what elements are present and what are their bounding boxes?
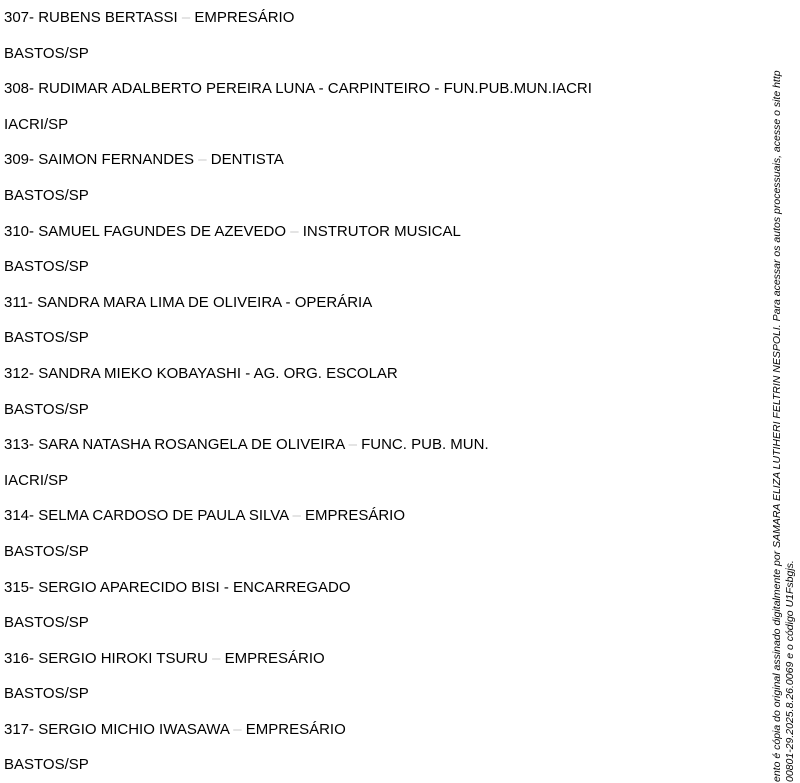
- entry-location: IACRI/SP: [4, 471, 69, 489]
- entry-number: 314-: [4, 507, 35, 525]
- entry-separator: –: [181, 9, 191, 26]
- entry-separator: –: [198, 151, 207, 169]
- list-item: [4, 71, 744, 142]
- entry-location: BASTOS/SP: [4, 329, 89, 347]
- entry-line: [4, 214, 744, 250]
- entry-separator: –: [212, 649, 221, 667]
- entry-occupation: CARPINTEIRO - FUN.PUB.MUN.IACRI: [327, 80, 592, 98]
- signature-note-text: [771, 0, 797, 782]
- entry-occupation: FUNC. PUB. MUN.: [361, 436, 489, 454]
- entry-occupation: ENCARREGADO: [232, 578, 351, 596]
- entry-number: 315-: [4, 578, 35, 596]
- entry-separator: -: [285, 293, 291, 311]
- entry-number: 311-: [4, 293, 33, 311]
- entry-name: RUDIMAR ADALBERTO PEREIRA LUNA: [38, 80, 315, 98]
- entry-line: [4, 285, 744, 321]
- entry-number: 307-: [4, 9, 35, 26]
- list-item: [4, 214, 744, 285]
- entry-number: 316-: [4, 649, 35, 667]
- entry-location: BASTOS/SP: [4, 44, 89, 62]
- entry-name: SAIMON FERNANDES: [38, 151, 195, 169]
- list-item: [4, 0, 744, 71]
- entry-name: SERGIO MICHIO IWASAWA: [38, 720, 230, 738]
- entry-line: [4, 712, 744, 748]
- entry-name: SERGIO APARECIDO BISI: [38, 578, 220, 596]
- signature-note-line-1: ento é cópia do original assinado digitalmente por SAMARA ELIZA LUTIHERI FELTRIN NESPOLI. Para acessar os autos processuais, acesse o site http: [771, 70, 783, 782]
- entry-occupation: EMPRESÁRIO: [194, 9, 295, 26]
- entry-location: BASTOS/SP: [4, 614, 89, 632]
- entry-number: 309-: [4, 151, 35, 169]
- digital-signature-note: [741, 0, 800, 782]
- entry-separator: –: [348, 436, 357, 454]
- list-item: [4, 570, 744, 641]
- entry-line: [4, 356, 744, 392]
- entry-location: BASTOS/SP: [4, 685, 89, 703]
- entry-separator: –: [233, 720, 242, 738]
- list-item: [4, 498, 744, 569]
- entry-separator: -: [318, 80, 324, 98]
- entry-name: SERGIO HIROKI TSURU: [38, 649, 208, 667]
- entry-occupation: EMPRESÁRIO: [245, 720, 346, 738]
- list-item: [4, 142, 744, 213]
- entry-number: 317-: [4, 720, 35, 738]
- signature-note-line-2: 00801-29.2025.8.26.0069 e o código U1Fsbgjs.: [784, 560, 796, 782]
- entry-location: BASTOS/SP: [4, 186, 89, 204]
- entry-separator: –: [292, 507, 301, 525]
- entry-occupation: OPERÁRIA: [294, 293, 373, 311]
- entry-line: [4, 498, 744, 534]
- list-item: [4, 285, 744, 356]
- list-item: [4, 641, 744, 712]
- entry-name: SANDRA MIEKO KOBAYASHI: [38, 364, 242, 382]
- entry-number: 310-: [4, 222, 35, 240]
- entry-separator: -: [245, 364, 251, 382]
- entry-line: [4, 0, 744, 36]
- entry-line: [4, 142, 744, 178]
- entry-name: RUBENS BERTASSI: [38, 9, 178, 26]
- list-item: [4, 356, 744, 427]
- entry-occupation: INSTRUTOR MUSICAL: [302, 222, 461, 240]
- entry-number: 313-: [4, 436, 35, 454]
- entry-number: 312-: [4, 364, 35, 382]
- entry-line: [4, 570, 744, 606]
- entry-name: SAMUEL FAGUNDES DE AZEVEDO: [38, 222, 287, 240]
- entry-location: BASTOS/SP: [4, 258, 89, 276]
- list-item: [4, 712, 744, 783]
- entry-line: [4, 71, 744, 107]
- entry-name: SARA NATASHA ROSANGELA DE OLIVEIRA: [38, 436, 345, 454]
- entry-separator: –: [290, 222, 299, 240]
- entry-occupation: AG. ORG. ESCOLAR: [253, 364, 398, 382]
- entry-location: BASTOS/SP: [4, 542, 89, 560]
- entry-location: IACRI/SP: [4, 115, 69, 133]
- entry-separator: -: [223, 578, 229, 596]
- list-item: [4, 427, 744, 498]
- entry-line: [4, 427, 744, 463]
- entry-location: BASTOS/SP: [4, 756, 89, 774]
- document-body: [4, 0, 744, 783]
- entry-name: SELMA CARDOSO DE PAULA SILVA: [38, 507, 289, 525]
- entry-occupation: DENTISTA: [210, 151, 284, 169]
- entry-occupation: EMPRESÁRIO: [224, 649, 325, 667]
- entry-number: 308-: [4, 80, 35, 98]
- entry-occupation: EMPRESÁRIO: [304, 507, 406, 525]
- entry-location: BASTOS/SP: [4, 400, 89, 418]
- entry-name: SANDRA MARA LIMA DE OLIVEIRA: [37, 293, 282, 311]
- entry-line: [4, 641, 744, 677]
